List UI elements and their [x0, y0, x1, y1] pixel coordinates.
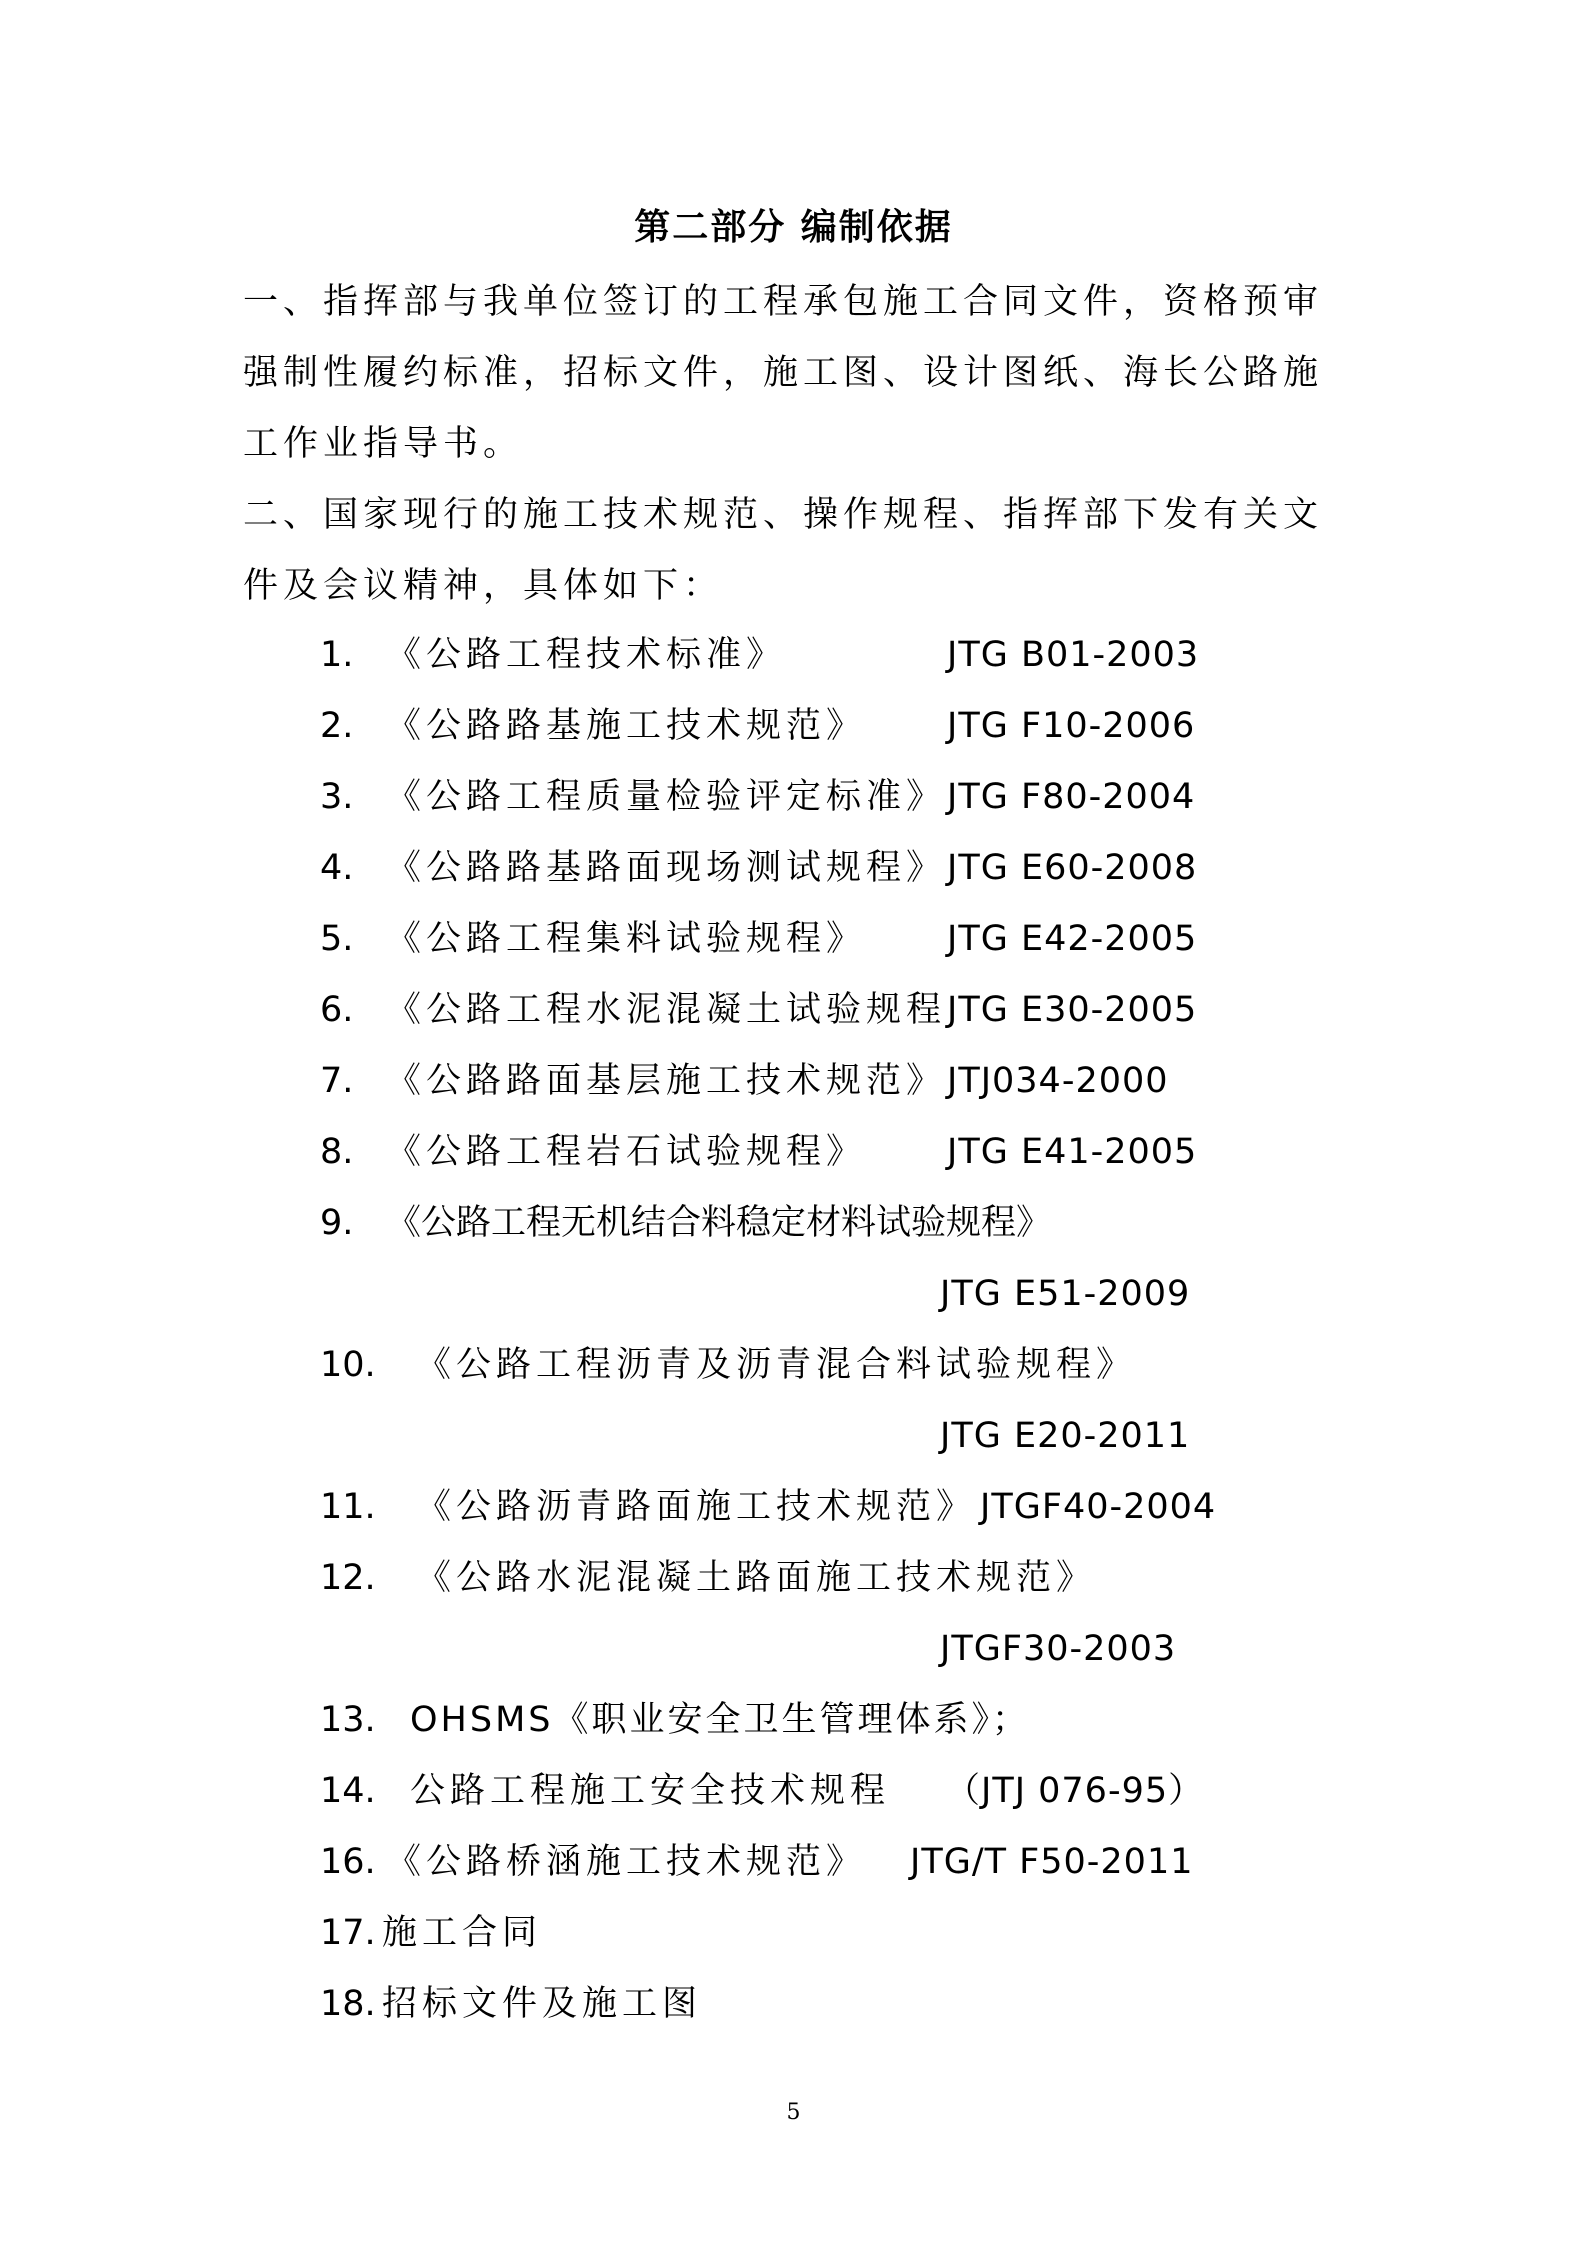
reference-name: 《公路工程集料试验规程》: [386, 919, 867, 959]
page-number: 5: [786, 2100, 801, 2125]
reference-code: JTJ034-2000: [947, 1061, 1169, 1101]
reference-name: 《公路工程岩石试验规程》: [386, 1132, 867, 1172]
reference-name: 《公路工程技术标准》: [386, 635, 787, 675]
reference-number: 5.: [320, 919, 354, 959]
reference-name: 《公路工程无机结合料稳定材料试验规程》: [386, 1203, 1052, 1243]
reference-number: 18.: [320, 1984, 376, 2024]
paragraph-contract-basis: [243, 267, 1343, 480]
reference-code: JTG E42-2005: [947, 919, 1198, 959]
section-title: 第二部分 编制依据: [634, 207, 953, 248]
reference-number: 10.: [320, 1345, 376, 1385]
reference-code: JTGF30-2003: [940, 1629, 1177, 1669]
reference-number: 11.: [320, 1487, 376, 1527]
reference-code: JTG E41-2005: [947, 1132, 1198, 1172]
reference-number: 13.: [320, 1700, 376, 1740]
reference-number: 6.: [320, 990, 354, 1030]
reference-number: 14.: [320, 1771, 376, 1811]
reference-code: JTG E51-2009: [940, 1274, 1191, 1314]
reference-name: 《公路路面基层施工技术规范》: [386, 1061, 947, 1101]
reference-number: 2.: [320, 706, 354, 746]
reference-code: JTG E60-2008: [947, 848, 1198, 888]
paragraph-standards-basis: [243, 480, 1343, 622]
reference-name: 公路工程施工安全技术规程: [410, 1771, 891, 1811]
reference-name: 《公路桥涵施工技术规范》: [386, 1842, 867, 1882]
reference-name: 招标文件及施工图: [382, 1984, 703, 2024]
reference-code: JTG F80-2004: [947, 777, 1196, 817]
reference-code: JTGF40-2004: [980, 1487, 1217, 1527]
reference-number: 4.: [320, 848, 354, 888]
reference-code: JTG E30-2005: [947, 990, 1198, 1030]
reference-number: 1.: [320, 635, 354, 675]
reference-code: JTG B01-2003: [947, 635, 1200, 675]
reference-name: 《公路工程沥青及沥青混合料试验规程》: [416, 1345, 1137, 1385]
reference-code: JTG E20-2011: [940, 1416, 1191, 1456]
reference-name: 《公路工程水泥混凝土试验规程: [386, 990, 947, 1030]
reference-number: 17.: [320, 1913, 376, 1953]
reference-code: JTG F10-2006: [947, 706, 1196, 746]
paragraph-text: 二、国家现行的施工技术规范、操作规程、指挥部下发有关文件及会议精神，具体如下：: [243, 495, 1324, 606]
reference-number: 7.: [320, 1061, 354, 1101]
reference-number: 9.: [320, 1203, 354, 1243]
reference-name: 《公路路基施工技术规范》: [386, 706, 867, 746]
reference-number: 8.: [320, 1132, 354, 1172]
reference-code: JTG/T F50-2011: [910, 1842, 1194, 1882]
reference-number: 3.: [320, 777, 354, 817]
paragraph-text: 一、指挥部与我单位签订的工程承包施工合同文件，资格预审强制性履约标准，招标文件，施工图、设计图纸、海长公路施工作业指导书。: [243, 282, 1324, 464]
reference-name: 《公路工程质量检验评定标准》: [386, 777, 947, 817]
reference-name: OHSMS《职业安全卫生管理体系》；: [410, 1700, 1030, 1740]
reference-name: 《公路沥青路面施工技术规范》: [416, 1487, 977, 1527]
reference-name: 施工合同: [382, 1913, 543, 1953]
reference-number: 12.: [320, 1558, 376, 1598]
reference-number: 16.: [320, 1842, 376, 1882]
reference-name: 《公路水泥混凝土路面施工技术规范》: [416, 1558, 1097, 1598]
reference-name: 《公路路基路面现场测试规程》: [386, 848, 947, 888]
reference-code: （JTJ 076-95）: [945, 1771, 1205, 1811]
